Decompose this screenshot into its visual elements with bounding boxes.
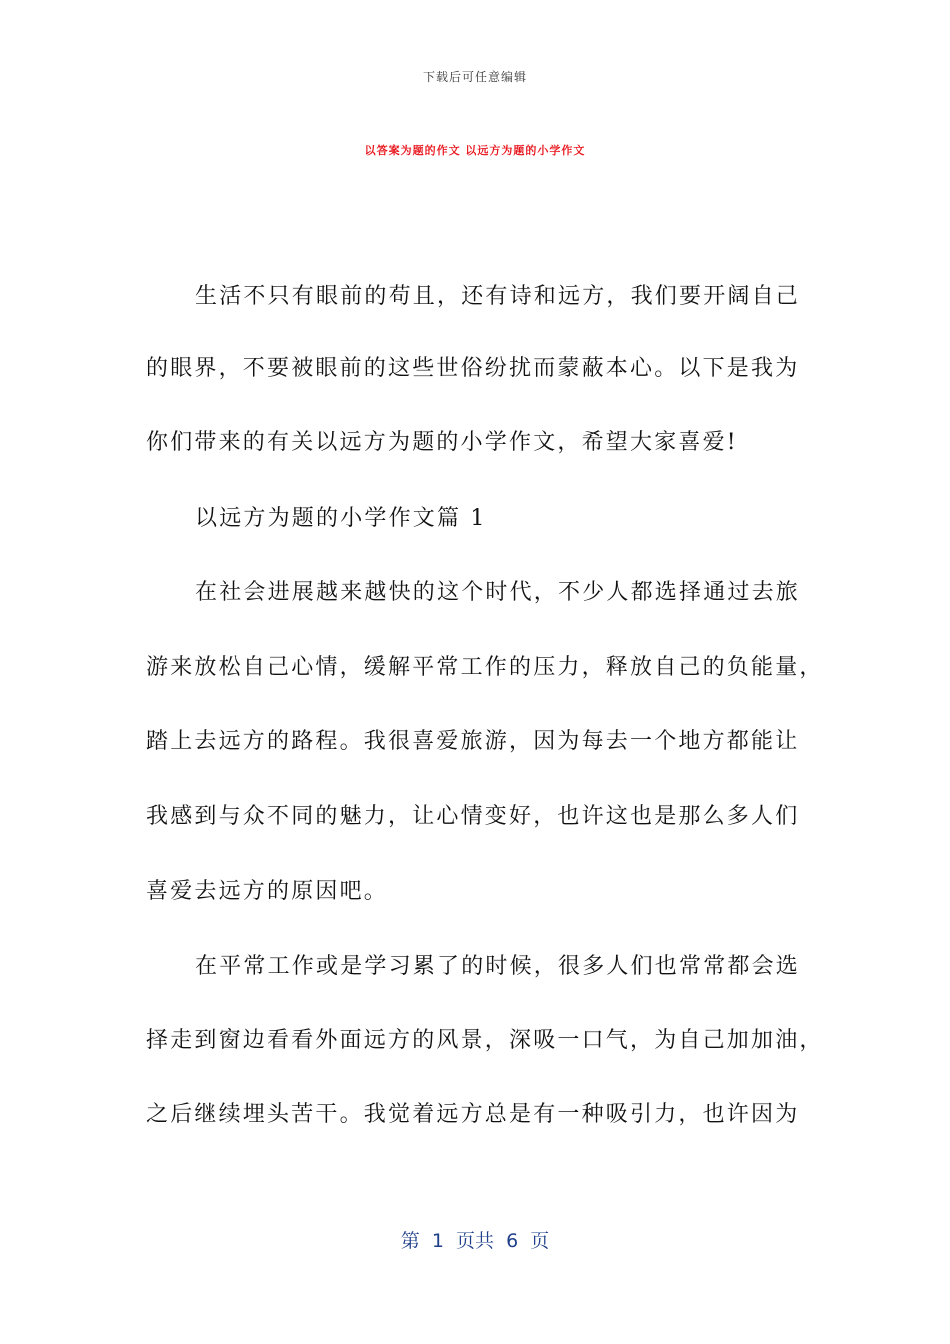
section-heading: 以远方为题的小学作文篇 1 <box>195 506 487 531</box>
paragraph-line: 的眼界，不要被眼前的这些世俗纷扰而蒙蔽本心。以下是我为 <box>146 356 800 381</box>
header-note: 下载后可任意编辑 <box>422 70 527 84</box>
page-number-footer: 第 1 页共 6 页 <box>400 1230 550 1252</box>
paragraph-line: 之后继续埋头苦干。我觉着远方总是有一种吸引力，也许因为 <box>146 1102 800 1127</box>
paragraph-line: 生活不只有眼前的苟且，还有诗和远方，我们要开阔自己 <box>195 284 801 309</box>
paragraph-line: 我感到与众不同的魅力，让心情变好，也许这也是那么多人们 <box>146 804 800 829</box>
paragraph-line: 踏上去远方的路程。我很喜爱旅游，因为每去一个地方都能让 <box>146 729 800 754</box>
paragraph-line: 在社会进展越来越快的这个时代，不少人都选择通过去旅 <box>195 580 801 605</box>
paragraph-line: 游来放松自己心情，缓解平常工作的压力，释放自己的负能量， <box>146 655 824 680</box>
document-title: 以答案为题的作文 以远方为题的小学作文 <box>364 144 586 157</box>
paragraph-line: 在平常工作或是学习累了的时候，很多人们也常常都会选 <box>195 954 801 979</box>
paragraph-line: 喜爱去远方的原因吧。 <box>146 879 389 904</box>
paragraph-line: 择走到窗边看看外面远方的风景，深吸一口气，为自己加加油， <box>146 1028 824 1053</box>
paragraph-line: 你们带来的有关以远方为题的小学作文，希望大家喜爱! <box>146 430 738 455</box>
